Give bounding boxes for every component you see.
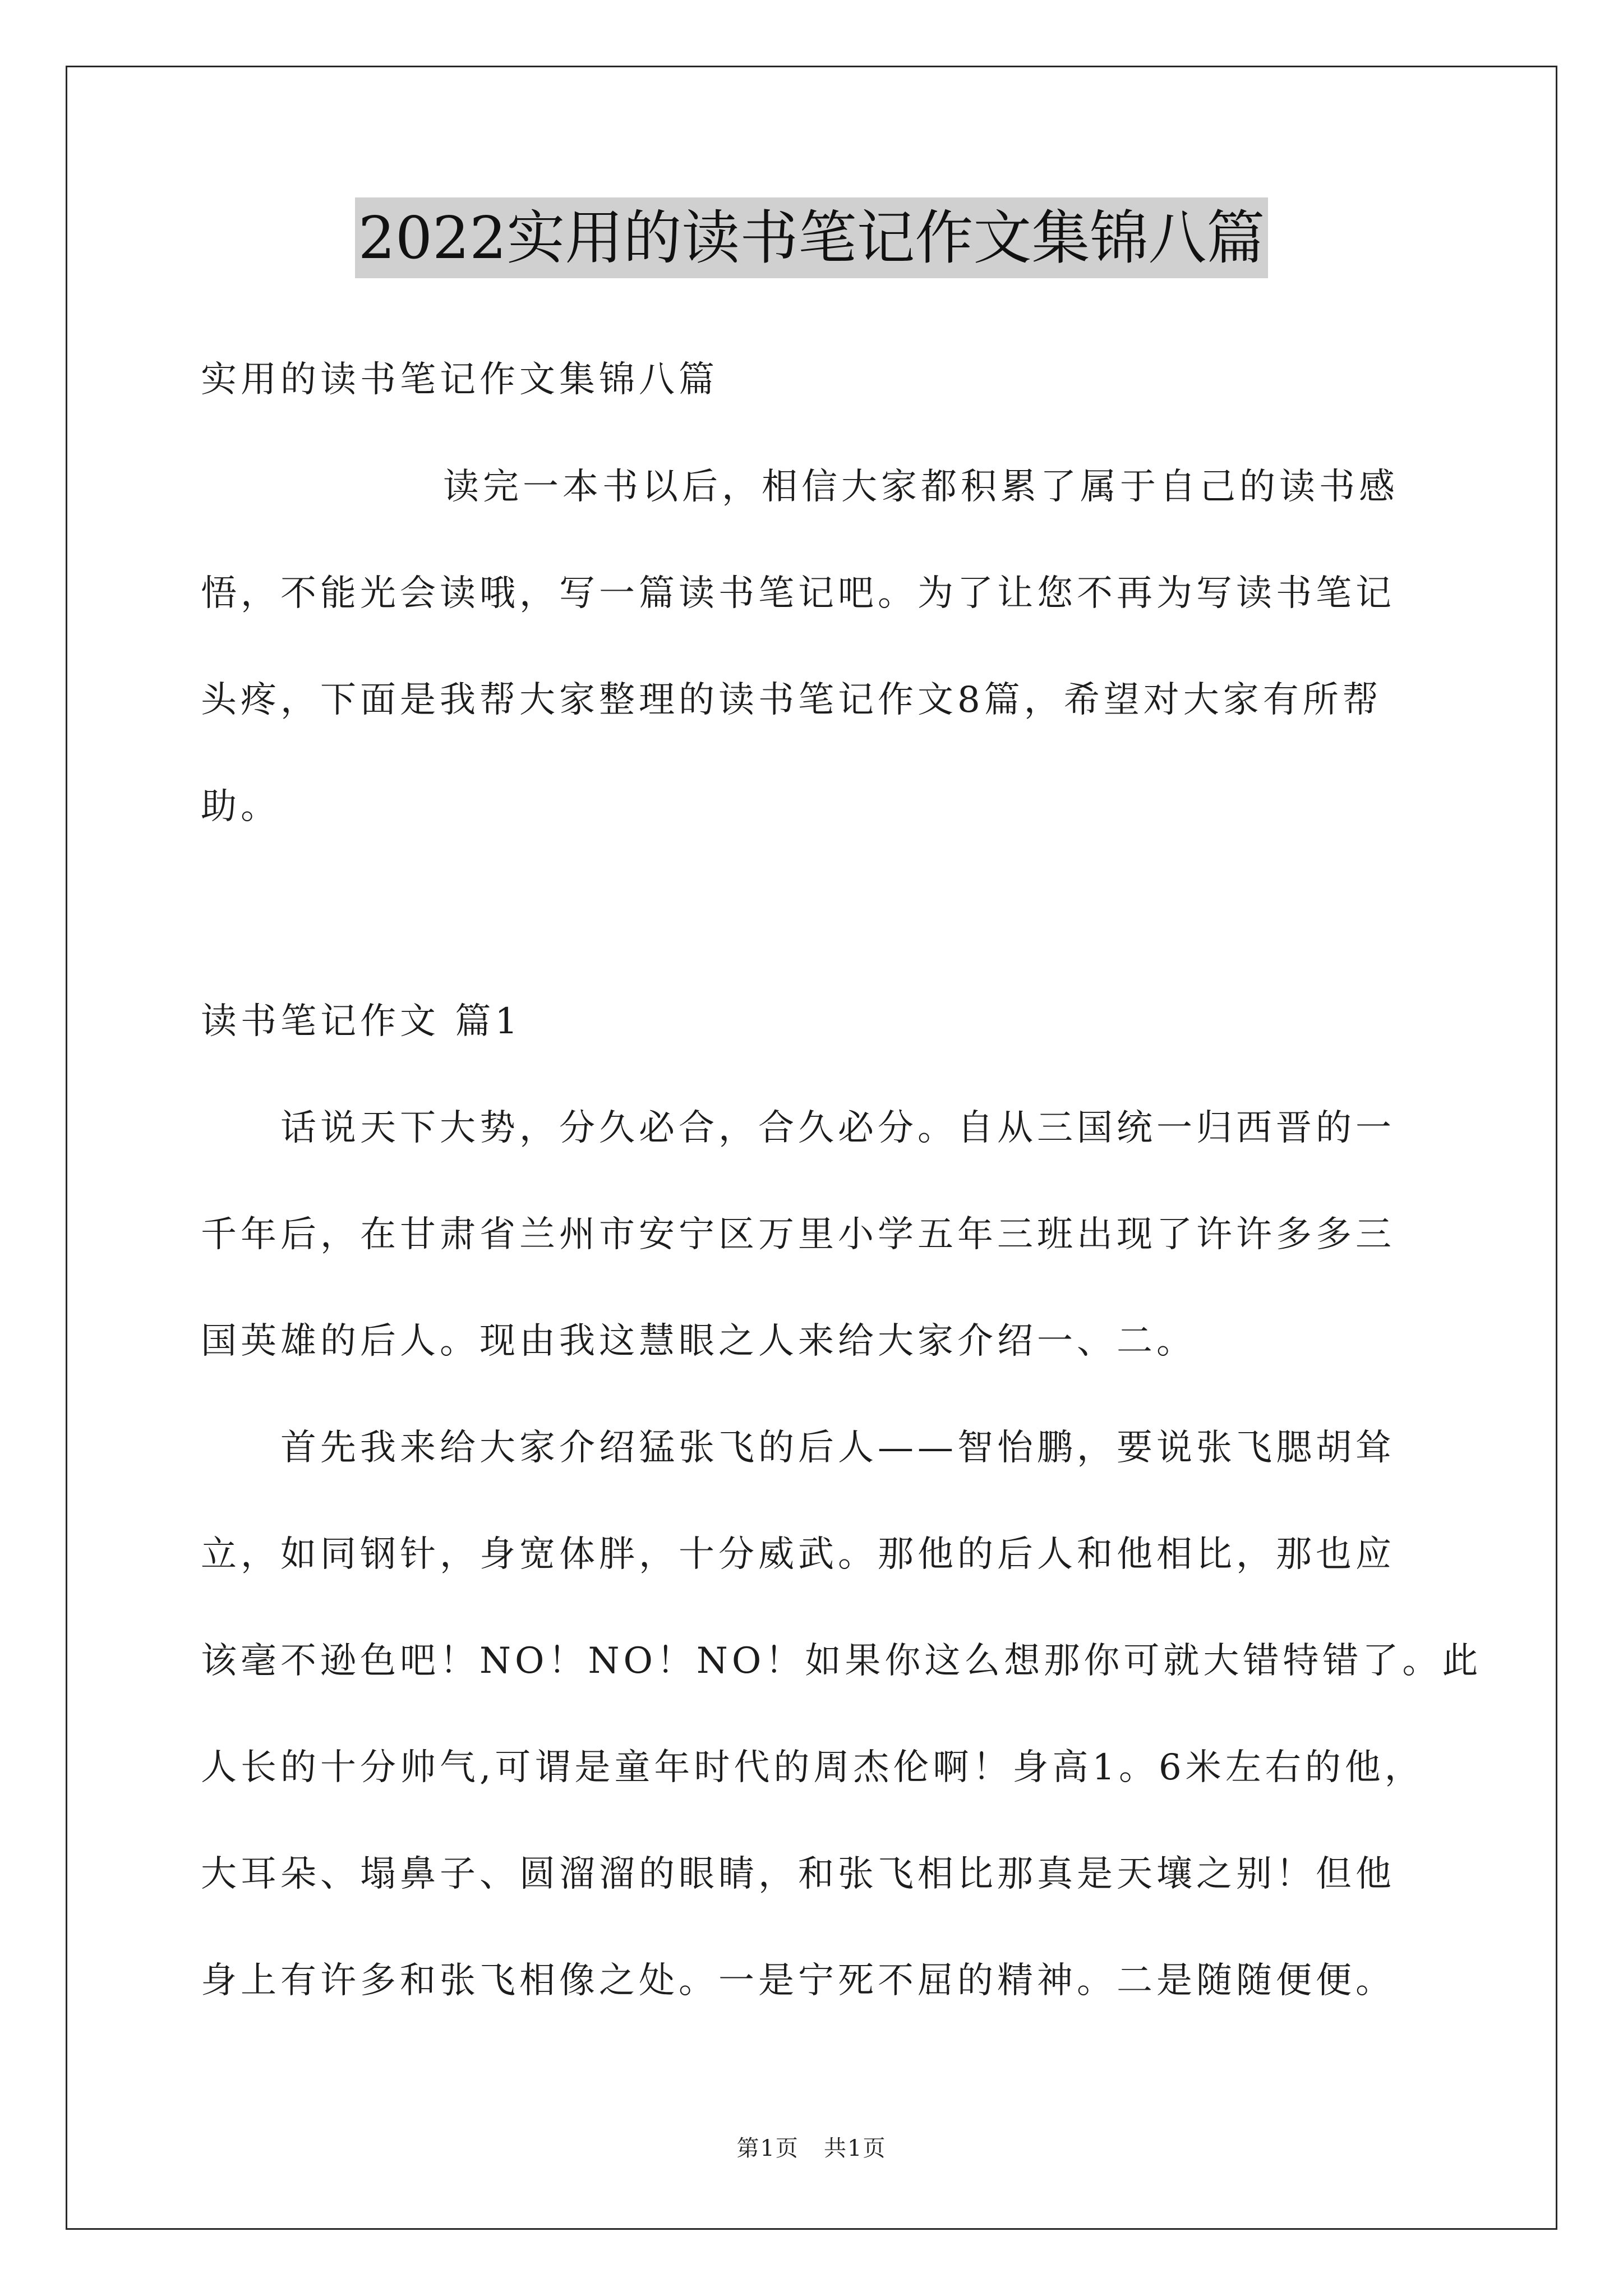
subtitle: 实用的读书笔记作文集锦八篇 (201, 359, 718, 401)
intro-line: 助。 (201, 786, 280, 827)
paragraph-line: 国英雄的后人。现由我这慧眼之人来给大家介绍一、二。 (201, 1320, 1196, 1362)
paragraph-line: 大耳朵、塌鼻子、圆溜溜的眼睛，和张飞相比那真是天壤之别！但他 (201, 1853, 1395, 1895)
page-number: 第1页 共1页 (736, 2136, 887, 2161)
title-container (0, 197, 1623, 278)
paragraph-line: 该毫不逊色吧！NO！NO！NO！如果你这么想那你可就大错特错了。此 (201, 1640, 1482, 1682)
paragraph-line: 人长的十分帅气,可谓是童年时代的周杰伦啊！身高1。6米左右的他， (201, 1747, 1424, 1788)
paragraph-line: 立，如同钢针，身宽体胖，十分威武。那他的后人和他相比，那也应 (201, 1534, 1395, 1575)
intro-line: 读完一本书以后，相信大家都积累了属于自己的读书感 (443, 466, 1399, 508)
intro-line: 悟，不能光会读哦，写一篇读书笔记吧。为了让您不再为写读书笔记 (201, 573, 1395, 614)
intro-line: 头疼，下面是我帮大家整理的读书笔记作文8篇，希望对大家有所帮 (201, 679, 1382, 721)
paragraph-line: 话说天下大势，分久必合，合久必分。自从三国统一归西晋的一 (280, 1107, 1395, 1149)
paragraph-line: 千年后，在甘肃省兰州市安宁区万里小学五年三班出现了许许多多三 (201, 1214, 1395, 1255)
document-title: 2022实用的读书笔记作文集锦八篇 (355, 197, 1269, 278)
paragraph-line: 身上有许多和张飞相像之处。一是宁死不屈的精神。二是随随便便。 (201, 1960, 1395, 2001)
paragraph-line: 首先我来给大家介绍猛张飞的后人——智怡鹏，要说张飞腮胡耸 (280, 1427, 1395, 1469)
section-heading: 读书笔记作文 篇1 (201, 1001, 522, 1042)
